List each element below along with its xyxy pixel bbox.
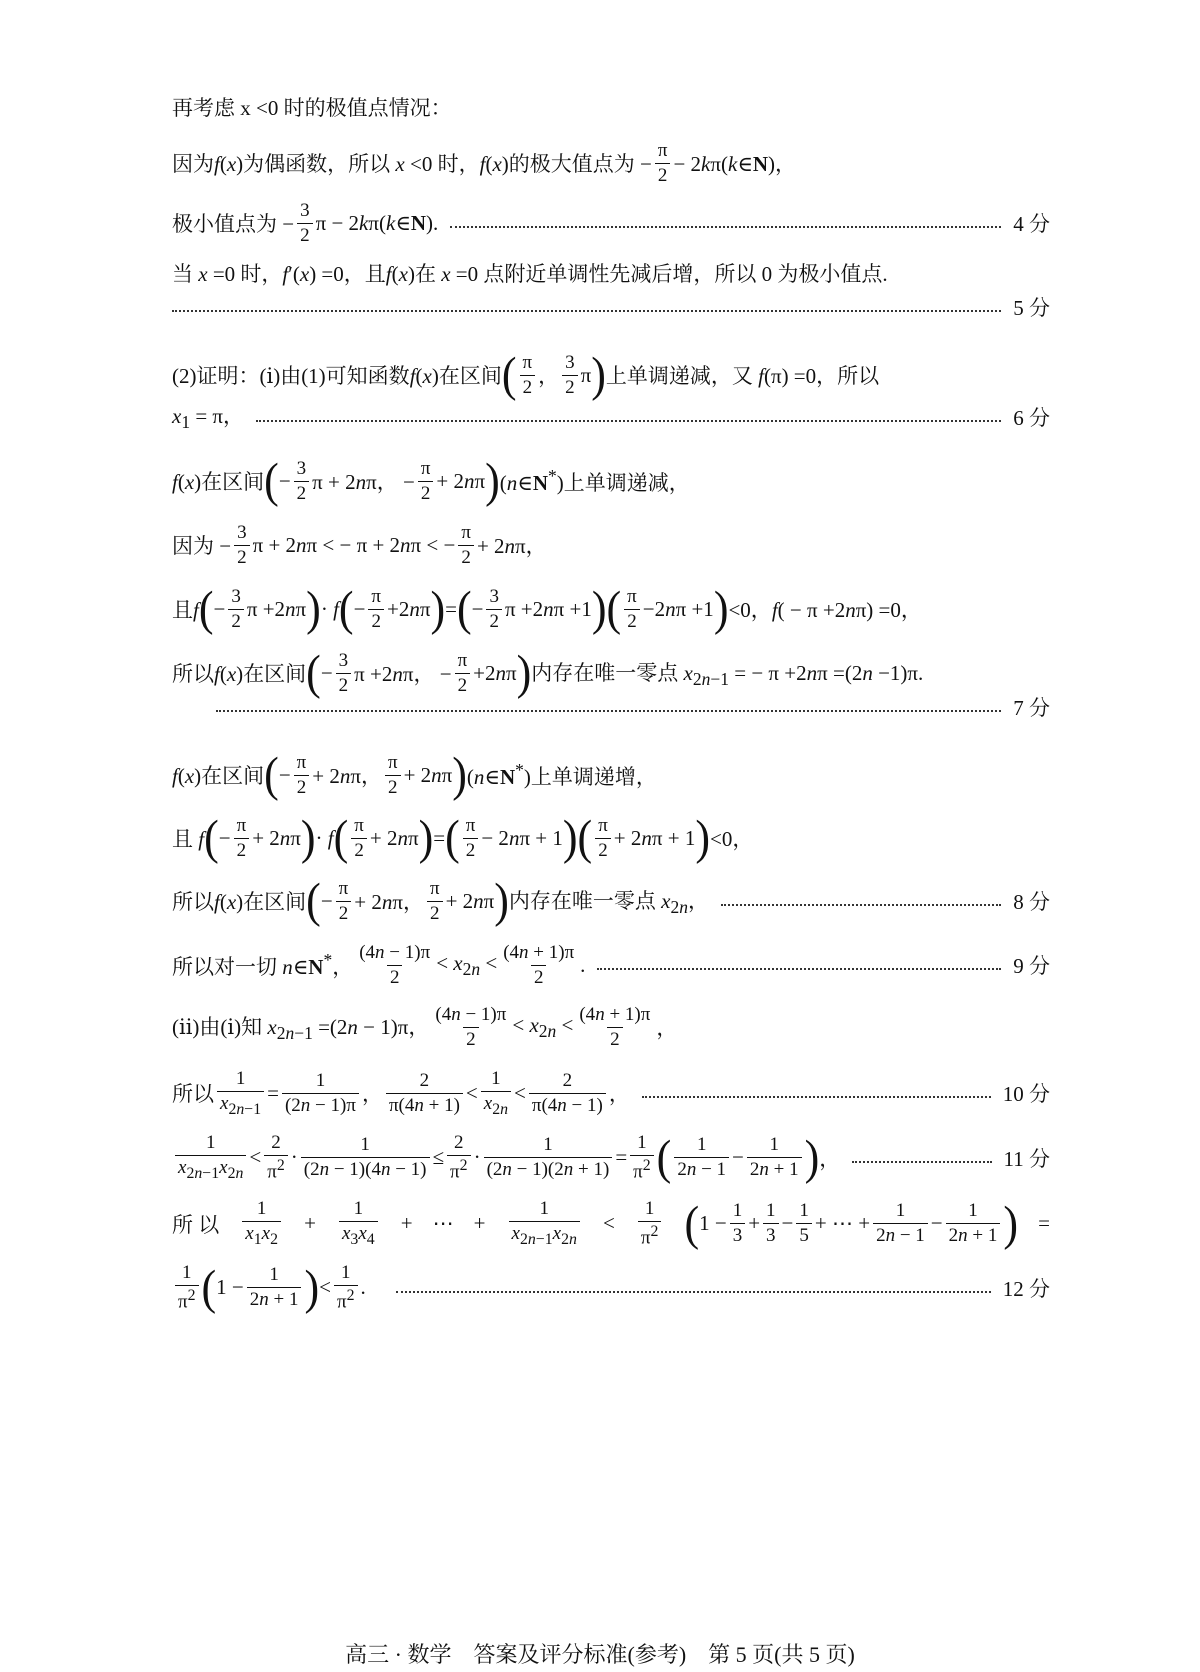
- text-line: f(x)在区间 ( − $\frac{\pi}{2}$ + 2nπ， $\frac{\pi}{2}$ + 2nπ ) (n∈N*)上单调递增，: [172, 747, 657, 802]
- text-line: 所 以 $\frac{1}{x_1x_2}$ + $\frac{1}{x_3x_4}$ + ⋯ + $\frac{1}{x_{2n-1}x_{2n}}$ < $\frac{1}{\pi^2}$ ( 1 − $\frac{1}{3}$ + $\frac{1}{3}$ − $\frac{1}{5}$ + ⋯ + $\frac{1}{2n - 1}$ − $\frac{1}{2n + 1}$ ) =: [172, 1196, 1050, 1250]
- text-line: 当 x =0 时，f′(x) =0，且f(x)在 x =0 点附近单调性先减后增，所以 0 为极小值点.: [172, 262, 888, 286]
- page-footer: 高三 · 数学 答案及评分标准(参考) 第 5 页(共 5 页): [345, 1642, 855, 1667]
- text-line: f(x)在区间 ( − $\frac{3}{2}$ π + 2nπ， − $\frac{\pi}{2}$ + 2nπ ) (n∈N*)上单调递减，: [172, 453, 690, 508]
- text-line: 所以f(x)在区间 ( − $\frac{3}{2}$ π +2nπ， − $\frac{\pi}{2}$ +2nπ ) 内存在唯一零点 $x_{2n-1}$ = − π +2nπ =(2n −1)π.: [172, 645, 924, 700]
- text-line: 所以f(x)在区间 ( − $\frac{\pi}{2}$ + 2nπ， $\frac{\pi}{2}$ + 2nπ ) 内存在唯一零点 $x_{2n}$， 8 分: [172, 873, 1050, 928]
- text-line: 因为 − $\frac{3}{2}$ π + 2nπ < − π + 2nπ < − $\frac{\pi}{2}$ + 2nπ，: [172, 522, 547, 568]
- text-line: 再考虑 x <0 时的极值点情况：: [172, 96, 452, 120]
- text-line: $\frac{1}{x_{2n-1}x_{2n}}$ < $\frac{2}{\pi^2}$ · $\frac{1}{(2n - 1)(4n - 1)}$ ≤ $\frac{2}{\pi^2}$ · $\frac{1}{(2n - 1)(2n + 1)}$ = $\frac{1}{\pi^2}$ ( $\frac{1}{2n - 1}$ − $\frac{1}{2n + 1}$ ) ， 11 分: [172, 1132, 1050, 1183]
- text-line: (ⅱ)由(ⅰ)知 $x_{2n-1} =(2n - 1)\pi$， $\frac{(4n - 1)\pi}{2}$ < $x_{2n}$ < $\frac{(4n + 1)\pi}{2}$ ，: [172, 1004, 678, 1050]
- text-line: $\frac{1}{\pi^2}$ ( 1 − $\frac{1}{2n + 1}$ ) < $\frac{1}{\pi^2}$ . 12 分: [172, 1262, 1050, 1313]
- text-line: 且 f ( − $\frac{\pi}{2}$ + 2nπ ) · f ( $\frac{\pi}{2}$ + 2nπ ) = ( $\frac{\pi}{2}$ − 2nπ + 1 )( $\frac{\pi}{2}$ + 2nπ + 1 ) <0，: [172, 810, 754, 865]
- text-line: 所以 $\frac{1}{x_{2n-1}}$ = $\frac{1}{(2n - 1)\pi}$ ， $\frac{2}{\pi(4n + 1)}$ < $\frac{1}{x_{2n}}$ < $\frac{2}{\pi(4n - 1)}$ ， 10 分: [172, 1068, 1050, 1118]
- text-line: 且f ( − $\frac{3}{2}$ π +2nπ ) · f ( − $\frac{\pi}{2}$ +2nπ ) = ( − $\frac{3}{2}$ π +2nπ +1 )( $\frac{\pi}{2}$ −2nπ +1 ) <0，f( − π +2nπ) =0，: [172, 581, 922, 636]
- text-line: 因为f(x)为偶函数，所以 x <0 时，f(x)的极大值点为 − $\frac{\pi}{2}$ − 2kπ(k∈N)，: [172, 140, 797, 186]
- score-line: 7 分: [216, 692, 1050, 722]
- text-line: (2)证明：(ⅰ)由(1)可知函数f(x)在区间 ( $\frac{\pi}{2}$ ， $\frac{3}{2}$ π ) 上单调递减，又 f(π) =0，所以: [172, 347, 880, 402]
- score-4: 4 分: [1013, 212, 1050, 237]
- text-line: 极小值点为 − $\frac{3}{2}$ π − 2kπ(k∈N). 4 分: [172, 200, 1050, 246]
- score-line: 5 分: [172, 292, 1050, 322]
- text-line: 所以对一切 n∈N*， $\frac{(4n - 1)\pi}{2}$ < $x_{2n}$ < $\frac{(4n + 1)\pi}{2}$ . 9 分: [172, 942, 1050, 988]
- text-line: $x_1 = \pi$， 6 分: [172, 404, 1050, 433]
